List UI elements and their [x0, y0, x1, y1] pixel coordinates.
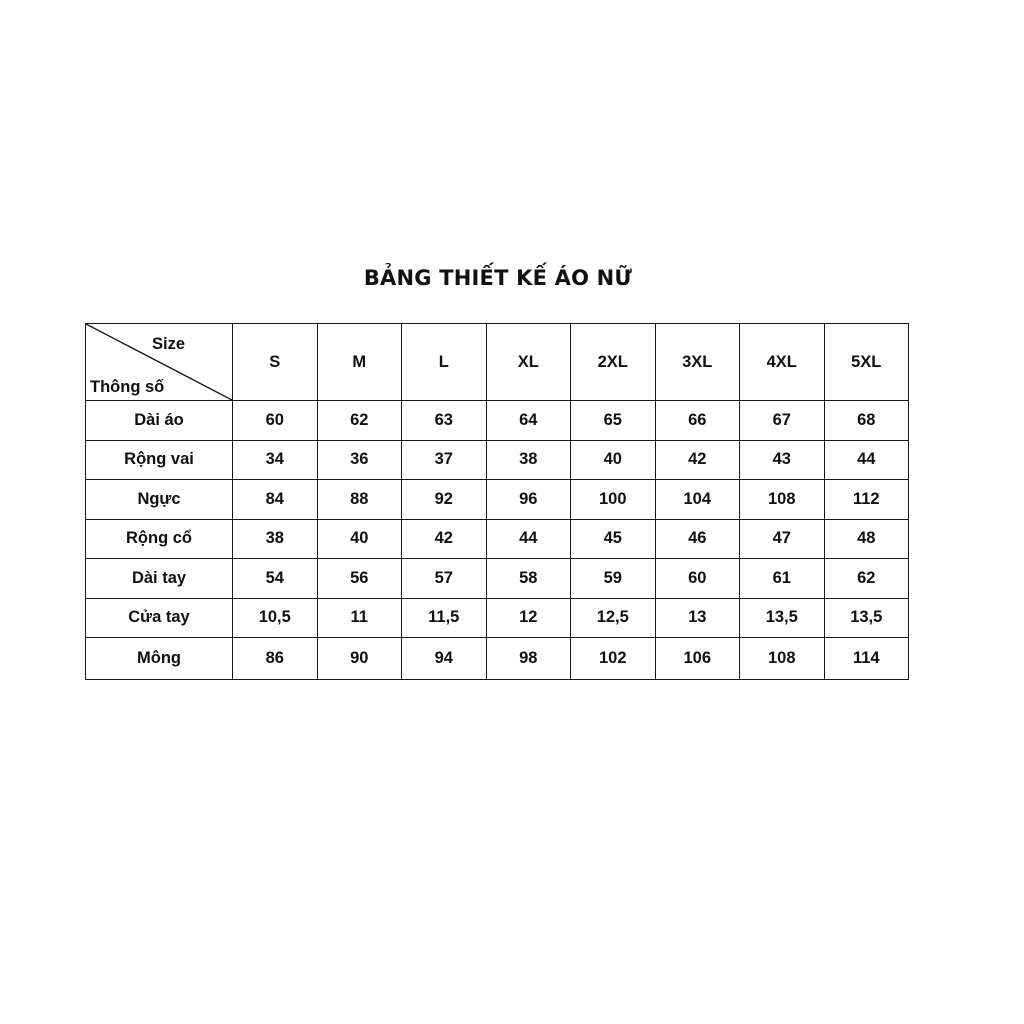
- measurement-cell: 112: [824, 480, 909, 520]
- size-header-cell: S: [233, 324, 318, 401]
- measurement-cell: 92: [402, 480, 487, 520]
- measurement-cell: 54: [233, 559, 318, 599]
- measurement-cell: 104: [655, 480, 740, 520]
- measurement-cell: 64: [486, 401, 571, 441]
- measurement-cell: 90: [317, 638, 402, 680]
- measurement-cell: 48: [824, 519, 909, 559]
- measurement-cell: 60: [233, 401, 318, 441]
- measurement-cell: 88: [317, 480, 402, 520]
- measurement-cell: 68: [824, 401, 909, 441]
- measurement-cell: 12: [486, 598, 571, 638]
- measurement-cell: 43: [740, 440, 825, 480]
- corner-header-cell: [86, 324, 233, 401]
- measurement-cell: 61: [740, 559, 825, 599]
- size-header-cell: 2XL: [571, 324, 656, 401]
- measurement-cell: 38: [233, 519, 318, 559]
- measurement-cell: 86: [233, 638, 318, 680]
- measurement-cell: 34: [233, 440, 318, 480]
- measurement-cell: 102: [571, 638, 656, 680]
- measurement-cell: 40: [571, 440, 656, 480]
- measurement-cell: 10,5: [233, 598, 318, 638]
- measurement-cell: 40: [317, 519, 402, 559]
- row-label-cell: Dài áo: [86, 401, 233, 441]
- size-header-cell: 4XL: [740, 324, 825, 401]
- size-chart-table: [85, 323, 909, 680]
- table-row: [86, 598, 909, 638]
- row-label-cell: Ngực: [86, 480, 233, 520]
- size-header-cell: XL: [486, 324, 571, 401]
- measurement-cell: 12,5: [571, 598, 656, 638]
- measurement-cell: 44: [824, 440, 909, 480]
- measurement-cell: 62: [317, 401, 402, 441]
- measurement-cell: 94: [402, 638, 487, 680]
- measurement-cell: 62: [824, 559, 909, 599]
- measurement-cell: 98: [486, 638, 571, 680]
- measurement-cell: 46: [655, 519, 740, 559]
- measurement-cell: 13,5: [824, 598, 909, 638]
- table-row: [86, 559, 909, 599]
- corner-parameter-label: Thông số: [90, 378, 165, 396]
- row-label-cell: Dài tay: [86, 559, 233, 599]
- measurement-cell: 66: [655, 401, 740, 441]
- measurement-cell: 84: [233, 480, 318, 520]
- table-header-row: [86, 324, 909, 401]
- measurement-cell: 11: [317, 598, 402, 638]
- row-label-cell: Rộng vai: [86, 440, 233, 480]
- table-row: [86, 480, 909, 520]
- row-label-cell: Rộng cổ: [86, 519, 233, 559]
- measurement-cell: 37: [402, 440, 487, 480]
- measurement-cell: 44: [486, 519, 571, 559]
- row-label-cell: Mông: [86, 638, 233, 680]
- measurement-cell: 42: [655, 440, 740, 480]
- measurement-cell: 47: [740, 519, 825, 559]
- measurement-cell: 13: [655, 598, 740, 638]
- measurement-cell: 11,5: [402, 598, 487, 638]
- size-header-cell: 3XL: [655, 324, 740, 401]
- measurement-cell: 42: [402, 519, 487, 559]
- measurement-cell: 106: [655, 638, 740, 680]
- page-title: BẢNG THIẾT KẾ ÁO NỮ: [363, 266, 633, 290]
- measurement-cell: 45: [571, 519, 656, 559]
- table-body: [86, 401, 909, 680]
- measurement-cell: 108: [740, 480, 825, 520]
- measurement-cell: 65: [571, 401, 656, 441]
- size-header-cell: L: [402, 324, 487, 401]
- measurement-cell: 100: [571, 480, 656, 520]
- measurement-cell: 57: [402, 559, 487, 599]
- measurement-cell: 36: [317, 440, 402, 480]
- measurement-cell: 63: [402, 401, 487, 441]
- measurement-cell: 67: [740, 401, 825, 441]
- table-row: [86, 440, 909, 480]
- size-header-cell: 5XL: [824, 324, 909, 401]
- corner-size-label: Size: [152, 335, 186, 353]
- table-row: [86, 638, 909, 680]
- measurement-cell: 59: [571, 559, 656, 599]
- row-label-cell: Cửa tay: [86, 598, 233, 638]
- measurement-cell: 38: [486, 440, 571, 480]
- measurement-cell: 60: [655, 559, 740, 599]
- table-row: [86, 401, 909, 441]
- measurement-cell: 114: [824, 638, 909, 680]
- table-row: [86, 519, 909, 559]
- measurement-cell: 96: [486, 480, 571, 520]
- measurement-cell: 108: [740, 638, 825, 680]
- measurement-cell: 56: [317, 559, 402, 599]
- measurement-cell: 58: [486, 559, 571, 599]
- size-header-cell: M: [317, 324, 402, 401]
- measurement-cell: 13,5: [740, 598, 825, 638]
